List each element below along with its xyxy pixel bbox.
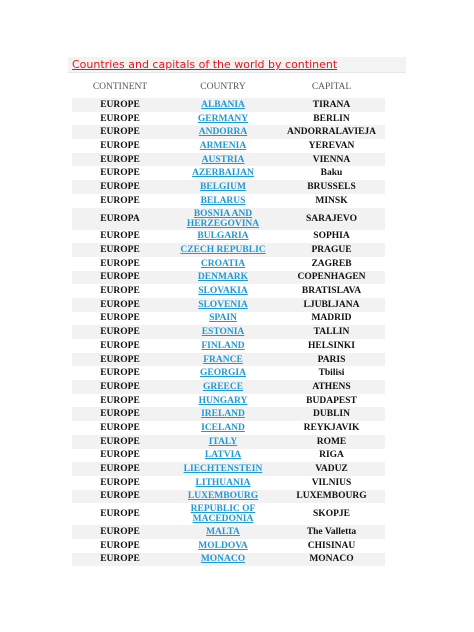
table-row [72,421,385,435]
country-link[interactable]: FRANCE [203,354,243,365]
country-link[interactable]: MONACO [200,554,246,565]
capital-cell: ANDORRALAVIEJA [286,127,377,138]
country-link[interactable]: ITALY [208,436,238,447]
continent-cell: EUROPE [100,491,140,502]
continent-cell: EUROPE [100,509,140,520]
table-row [72,394,385,408]
table-row [72,476,385,490]
country-cell [168,153,278,167]
country-cell [168,257,278,271]
continent-cell: EUROPE [100,127,140,138]
continent-cell: EUROPE [100,477,140,488]
table-row [72,353,385,367]
country-link[interactable]: FINLAND [201,340,245,351]
country-cell [168,449,278,463]
country-link[interactable]: ICELAND [201,422,245,433]
capital-cell: MINSK [315,195,348,206]
table-row [72,525,385,539]
capital-cell: SKOPJE [313,509,350,520]
table-row [72,257,385,271]
title-bar [68,57,406,73]
table-row [72,112,385,126]
country-link[interactable]: ANDORRA [198,127,248,138]
capital-cell: CHISINAU [307,540,356,551]
table-row [72,194,385,208]
continent-cell: EUROPE [100,340,140,351]
capital-cell: ROME [316,436,347,447]
country-link[interactable]: IRELAND [201,409,245,420]
continent-cell: EUROPE [100,313,140,324]
country-cell [168,125,278,139]
continent-cell: EUROPE [100,422,140,433]
table-row [72,449,385,463]
country-cell [168,230,278,244]
continent-cell: EUROPE [100,258,140,269]
continent-cell: EUROPE [100,540,140,551]
capital-cell: VIENNA [312,154,351,165]
country-cell [168,435,278,449]
continent-cell: EUROPE [100,181,140,192]
table-row [72,312,385,326]
country-cell [168,476,278,490]
country-link[interactable]: CROATIA [200,258,246,269]
capital-cell: PRAGUE [311,245,352,256]
capital-cell: TALLIN [313,327,350,338]
capital-cell: Baku [320,168,343,179]
continent-cell: EUROPE [100,395,140,406]
table-row [72,539,385,553]
country-cell [168,98,278,112]
table-row [72,125,385,139]
table-row [72,208,385,230]
country-link[interactable]: ARMENIA [199,140,247,151]
country-link[interactable]: AUSTRIA [201,154,245,165]
country-link[interactable]: LIECHTENSTEIN [183,464,263,475]
country-cell [168,462,278,476]
country-cell [168,194,278,208]
capital-cell: BRATISLAVA [301,286,362,297]
header-continent: CONTINENT [92,82,148,92]
capital-cell: HELSINKI [308,340,355,351]
table-row [72,366,385,380]
continent-cell: EUROPE [100,154,140,165]
continent-cell: EUROPE [100,464,140,475]
country-cell [168,139,278,153]
country-link[interactable]: AZERBAIJAN [192,168,254,179]
continent-cell: EUROPE [100,99,140,110]
capital-cell: LUXEMBOURG [296,491,367,502]
country-link[interactable]: ESTONIA [201,327,245,338]
table-row [72,325,385,339]
country-cell [168,284,278,298]
capital-cell: VILNIUS [311,477,352,488]
country-cell [168,553,278,567]
continent-cell: EUROPE [100,436,140,447]
capital-cell: BUDAPEST [306,395,357,406]
continent-cell: EUROPE [100,450,140,461]
table-row [72,298,385,312]
country-cell [168,407,278,421]
country-link[interactable]: MALTA [206,527,240,538]
table-row [72,435,385,449]
country-link[interactable]: SLOVAKIA [198,286,248,297]
country-link[interactable]: SLOVENIA [198,299,248,310]
capital-cell: BRUSSELS [307,181,356,192]
country-cell [168,312,278,326]
header-capital: CAPITAL [311,82,352,92]
country-link[interactable]: BELARUS [200,195,246,206]
continent-cell: EUROPE [100,368,140,379]
table-row [72,139,385,153]
table-body [72,98,385,566]
country-cell [168,208,278,230]
capital-cell: DUBLIN [313,409,350,420]
country-link[interactable]: LITHUANIA [195,477,251,488]
country-link[interactable]: BOSNIA AND HERZEGOVINA [186,208,260,229]
table-row [72,407,385,421]
country-cell [168,298,278,312]
country-cell [168,421,278,435]
table-header [72,76,385,98]
capital-cell: SARAJEVO [305,213,357,224]
continent-cell: EUROPE [100,527,140,538]
continent-cell: EUROPE [100,195,140,206]
country-link[interactable]: MOLDOVA [198,540,248,551]
country-link[interactable]: GREECE [202,381,244,392]
capital-cell: REYKJAVIK [303,422,360,433]
country-cell [168,503,278,525]
continent-cell: EUROPE [100,286,140,297]
country-cell [168,166,278,180]
country-link[interactable]: LATVIA [204,450,242,461]
table-row [72,462,385,476]
country-cell [168,490,278,504]
country-link[interactable]: LUXEMBOURG [187,491,259,502]
country-link[interactable]: DENMARK [197,272,249,283]
continent-cell: EUROPE [100,272,140,283]
country-cell [168,394,278,408]
country-link[interactable]: BELGIUM [200,181,246,192]
table-row [72,271,385,285]
capital-cell: ATHENS [312,381,351,392]
continent-cell: EUROPE [100,140,140,151]
table-row [72,503,385,525]
capital-cell: LJUBLJANA [303,299,360,310]
capital-cell: SOPHIA [313,231,350,242]
table-row [72,166,385,180]
capitals-table [72,76,385,566]
continent-cell: EUROPE [100,245,140,256]
country-link[interactable]: GEORGIA [200,368,246,379]
table-row [72,284,385,298]
table-row [72,339,385,353]
country-cell [168,380,278,394]
country-cell [168,525,278,539]
table-row [72,180,385,194]
capital-cell: The Valletta [306,527,357,538]
capital-cell: PARIS [317,354,346,365]
capital-cell: YEREVAN [308,140,355,151]
country-link[interactable]: SPAIN [209,313,237,324]
continent-cell: EUROPE [100,354,140,365]
capital-cell: MONACO [309,554,354,565]
continent-cell: EUROPA [100,213,140,224]
country-link[interactable]: HUNGARY [198,395,248,406]
country-cell [168,539,278,553]
country-cell [168,339,278,353]
continent-cell: EUROPE [100,409,140,420]
capital-cell: COPENHAGEN [297,272,366,283]
table-row [72,230,385,244]
continent-cell: EUROPE [100,113,140,124]
country-cell [168,366,278,380]
continent-cell: EUROPE [100,381,140,392]
capital-cell: MADRID [311,313,352,324]
country-cell [168,243,278,257]
table-row [72,490,385,504]
country-link[interactable]: ALBANIA [201,99,245,110]
capital-cell: BERLIN [313,113,350,124]
table-row [72,553,385,567]
table-row [72,380,385,394]
continent-cell: EUROPE [100,168,140,179]
country-link[interactable]: BULGARIA [197,231,249,242]
header-country: COUNTRY [200,82,246,92]
capital-cell: RIGA [319,450,344,461]
country-cell [168,353,278,367]
table-row [72,243,385,257]
capital-cell: TIRANA [312,99,351,110]
capital-cell: ZAGREB [311,258,352,269]
country-link[interactable]: GERMANY [197,113,249,124]
country-cell [168,325,278,339]
capital-cell: VADUZ [315,464,348,475]
country-link[interactable]: CZECH REPUBLIC [180,245,266,256]
continent-cell: EUROPE [100,231,140,242]
continent-cell: EUROPE [100,327,140,338]
continent-cell: EUROPE [100,554,140,565]
table-row [72,153,385,167]
country-cell [168,112,278,126]
country-cell [168,271,278,285]
country-cell [168,180,278,194]
capital-cell: Tbilisi [318,368,345,379]
table-row [72,98,385,112]
page-title: Countries and capitals of the world by continent [72,58,338,71]
continent-cell: EUROPE [100,299,140,310]
country-link[interactable]: REPUBLIC OF MACEDONIA [190,504,256,525]
